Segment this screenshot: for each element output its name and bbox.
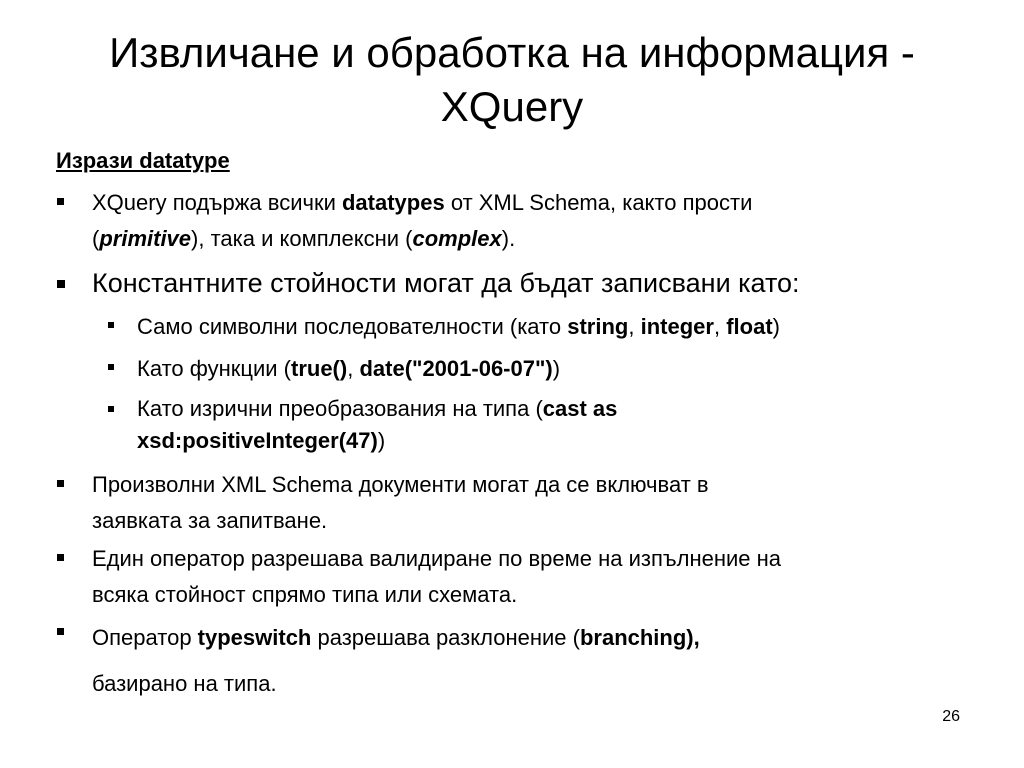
bullet-text-bold: integer: [640, 314, 714, 339]
bullet-datatypes-support: [92, 185, 992, 257]
bullet-text: ,: [713, 314, 727, 339]
bullet-marker: [57, 198, 64, 205]
bullet-text: Само символни последователности (като: [137, 314, 568, 339]
bullet-text-bold: xsd:positiveInteger(47): [137, 428, 378, 453]
sub-bullet-character-sequences: [137, 309, 997, 345]
bullet-text: ,: [347, 356, 360, 381]
bullet-text: ): [552, 356, 561, 381]
bullet-text-bold-italic: complex: [412, 226, 502, 251]
bullet-text-bold: branching),: [579, 625, 700, 650]
bullet-text-bold: string: [567, 314, 629, 339]
bullet-text: ,: [628, 314, 641, 339]
page-number: 26: [942, 708, 960, 725]
bullet-text: (: [92, 226, 100, 251]
slide-title: [40, 26, 984, 134]
bullet-text-bold: true(): [291, 356, 348, 381]
bullet-text: XQuery подържа всички: [92, 190, 342, 215]
bullet-text: Произволни XML Schema документи могат да се включват в: [92, 472, 709, 497]
bullet-text: заявката за запитване.: [92, 508, 328, 533]
bullet-marker: [57, 280, 65, 288]
bullet-text: Като функции (: [137, 356, 291, 381]
bullet-text: ).: [501, 226, 516, 251]
bullet-text: Оператор: [92, 625, 198, 650]
bullet-text: Като изрични преобразования на типа (: [137, 396, 543, 421]
bullet-marker: [57, 628, 64, 635]
sub-bullet-explicit-cast: [137, 393, 997, 457]
bullet-text-bold-italic: primitive: [99, 226, 192, 251]
bullet-runtime-validation: [92, 541, 1002, 613]
sub-bullet-marker: [108, 322, 114, 328]
slide-title-line-2: XQuery: [440, 83, 584, 130]
bullet-text-bold: float: [726, 314, 773, 339]
bullet-text: Константните стойности могат да бъдат записвани като:: [92, 268, 800, 298]
bullet-marker: [57, 480, 64, 487]
bullet-text: базирано на типа.: [92, 671, 277, 696]
bullet-text: ): [377, 428, 386, 453]
slide-title-line-1: Извличане и обработка на информация -: [109, 29, 915, 76]
sub-bullet-marker: [108, 364, 114, 370]
bullet-text: от XML Schema, както прости: [444, 190, 753, 215]
bullet-text: Един оператор разрешава валидиране по време на изпълнение на: [92, 546, 782, 571]
sub-bullet-functions: [137, 351, 997, 387]
bullet-constant-values: [92, 265, 1002, 301]
bullet-text: разрешава разклонение (: [311, 625, 580, 650]
bullet-text-bold: datatypes: [341, 190, 445, 215]
bullet-typeswitch: [92, 615, 992, 707]
sub-bullet-marker: [108, 406, 114, 412]
bullet-text: всяка стойност спрямо типа или схемата.: [92, 582, 518, 607]
bullet-marker: [57, 554, 64, 561]
section-subheading: Изрази datatype: [56, 148, 230, 173]
bullet-arbitrary-schemas: [92, 467, 992, 539]
bullet-text-bold: cast as: [542, 396, 618, 421]
bullet-text-bold: typeswitch: [197, 625, 312, 650]
bullet-text-bold: date("2001-06-07"): [359, 356, 553, 381]
bullet-text: ), така и комплексни (: [191, 226, 413, 251]
bullet-text: ): [772, 314, 780, 339]
